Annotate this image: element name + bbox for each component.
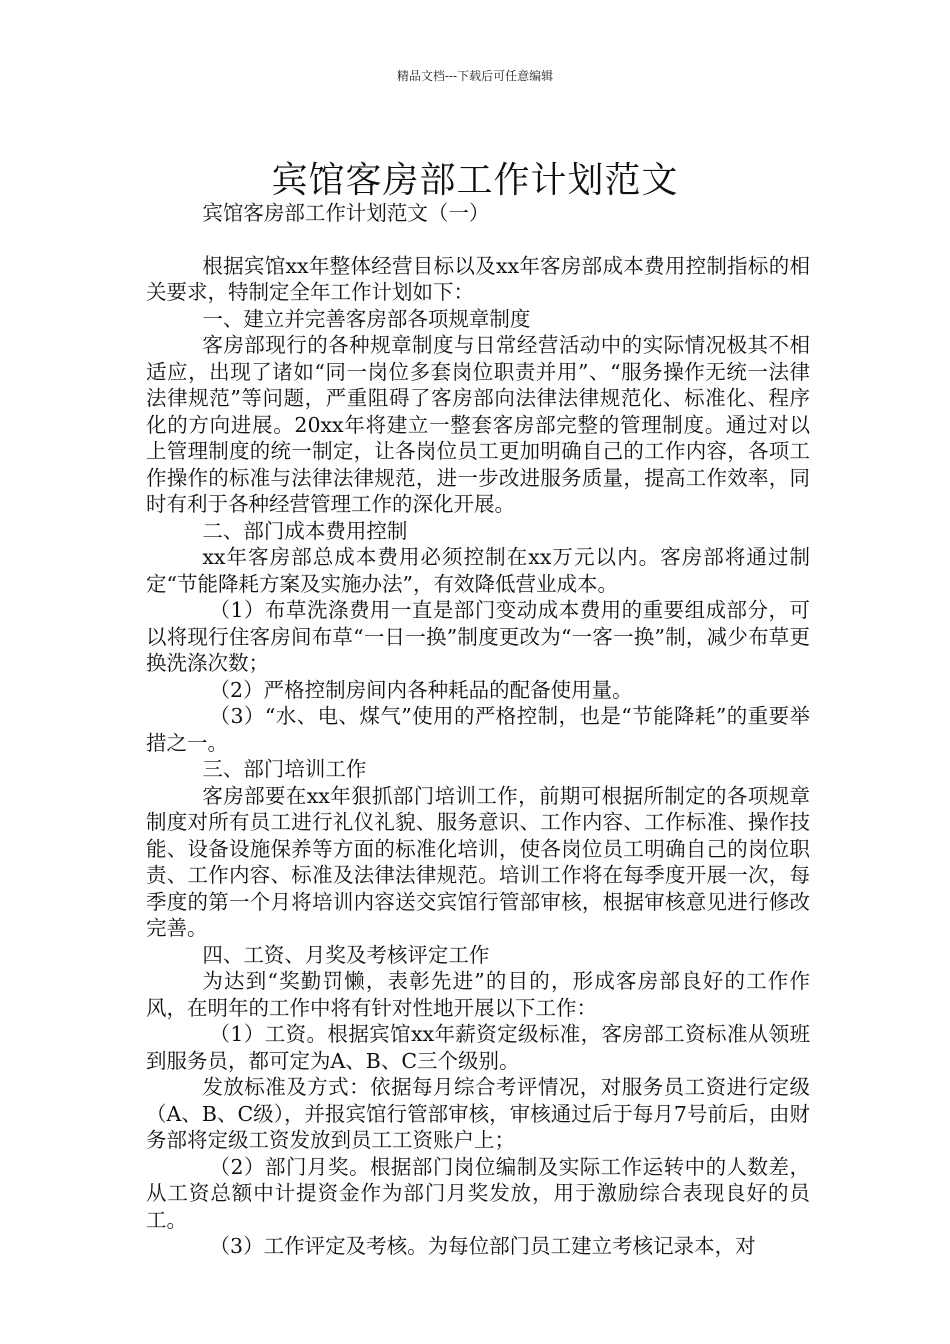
paragraph: 客房部现行的各种规章制度与日常经营活动中的实际情况极其不相适应，出现了诸如“同一岗位多套岗位职责并用”、“服务操作无统一法律法律规范”等问题，严重阻碍了客房部向法律法律规范化、标准化、程序化的方向进展。20xx年将建立一整套客房部完整的管理制度。通过对以上管理制度的统一制定，让各岗位员工更加明确自己的工作内容，各项工作操作的标准与法律法律规范，进一步改进服务质量，提高工作效率，同时有利于各种经营管理工作的深化开展。 [146, 333, 810, 516]
section-heading-1: 一、建立并完善客房部各项规章制度 [202, 306, 531, 331]
intro-paragraph: 根据宾馆xx年整体经营目标以及xx年客房部成本费用控制指标的相关要求，特制定全年工作计划如下： [146, 253, 810, 304]
document-body [146, 200, 810, 1260]
section-heading-2: 二、部门成本费用控制 [202, 518, 408, 543]
header-note: 精品文档---下载后可任意编辑 [396, 69, 554, 83]
paragraph: 客房部要在xx年狠抓部门培训工作，前期可根据所制定的各项规章制度对所有员工进行礼仪礼貌、服务意识、工作内容、工作标准、操作技能、设备设施保养等方面的标准化培训，使各岗位员工明确自己的岗位职责、工作内容、标准及法律法律规范。培训工作将在每季度开展一次，每季度的第一个月将培训内容送交宾馆行管部审核，根据审核意见进行修改完善。 [146, 783, 810, 940]
paragraph: 发放标准及方式：依据每月综合考评情况，对服务员工资进行定级（A、B、C级），并报宾馆行管部审核，审核通过后于每月7号前后，由财务部将定级工资发放到员工工资账户上； [146, 1075, 810, 1152]
list-item: （1）工资。根据宾馆xx年薪资定级标准，客房部工资标准从领班到服务员，都可定为A、B、C三个级别。 [146, 1022, 810, 1073]
section-heading-4: 四、工资、月奖及考核评定工作 [202, 942, 490, 967]
section-heading-3: 三、部门培训工作 [202, 757, 367, 781]
list-item: （3）“水、电、煤气”使用的严格控制，也是“节能降耗”的重要举措之一。 [146, 704, 810, 755]
paragraph: 为达到“奖勤罚懒，表彰先进”的目的，形成客房部良好的工作作风，在明年的工作中将有针对性地开展以下工作： [146, 969, 810, 1020]
list-item: （1）布草洗涤费用一直是部门变动成本费用的重要组成部分，可以将现行住客房间布草“一日一换”制度更改为“一客一换”制，减少布草更换洗涤次数； [146, 598, 810, 675]
paragraph: xx年客房部总成本费用必须控制在xx万元以内。客房部将通过制定“节能降耗方案及实施办法”，有效降低营业成本。 [146, 545, 810, 596]
list-item: （3）工作评定及考核。为每位部门员工建立考核记录本，对 [209, 1234, 756, 1258]
list-item: （2）严格控制房间内各种耗品的配备使用量。 [209, 677, 633, 702]
list-item: （2）部门月奖。根据部门岗位编制及实际工作运转中的人数差，从工资总额中计提资金作为部门月奖发放，用于激励综合表现良好的员工。 [146, 1154, 810, 1232]
section-subtitle: 宾馆客房部工作计划范文（一） [202, 201, 490, 225]
document-title: 宾馆客房部工作计划范文 [271, 160, 679, 202]
